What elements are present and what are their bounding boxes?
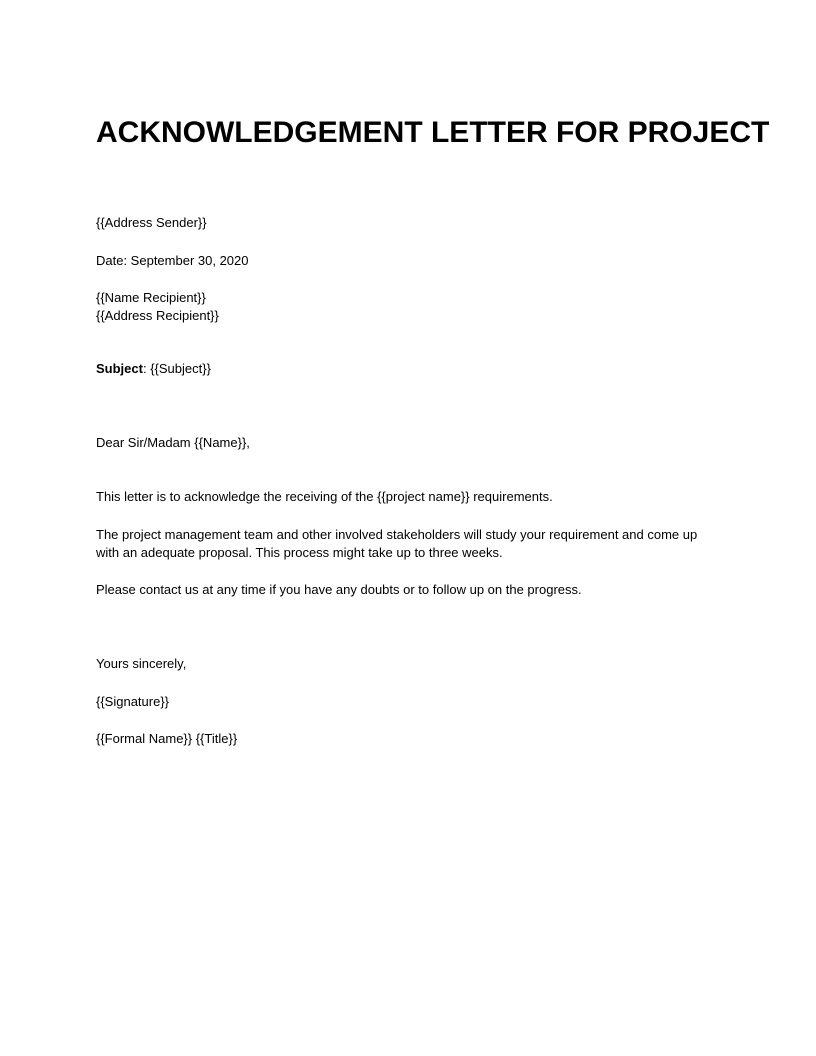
address-recipient: {{Address Recipient}} — [96, 308, 219, 323]
subject-value: : {{Subject}} — [142, 361, 211, 376]
closing: Yours sincerely, — [96, 656, 187, 671]
date-line: Date: September 30, 2020 — [96, 253, 249, 268]
salutation: Dear Sir/Madam {{Name}}, — [96, 435, 250, 450]
subject-label: Subject — [96, 361, 143, 376]
formal-name-title: {{Formal Name}} {{Title}} — [96, 731, 238, 746]
address-sender: {{Address Sender}} — [96, 215, 207, 230]
signature: {{Signature}} — [96, 694, 170, 709]
document-title: ACKNOWLEDGEMENT LETTER FOR PROJECT — [96, 116, 770, 149]
subject-line — [96, 360, 211, 378]
body-paragraph-3: Please contact us at any time if you have any doubts or to follow up on the progress. — [96, 582, 582, 597]
body-paragraph-2: The project management team and other involved stakeholders will study your requirement and come up with an adequate proposal. This process might take up to three weeks. — [96, 527, 698, 560]
body-paragraph-1: This letter is to acknowledge the receiving of the {{project name}} requirements. — [96, 489, 553, 504]
name-recipient: {{Name Recipient}} — [96, 290, 206, 305]
